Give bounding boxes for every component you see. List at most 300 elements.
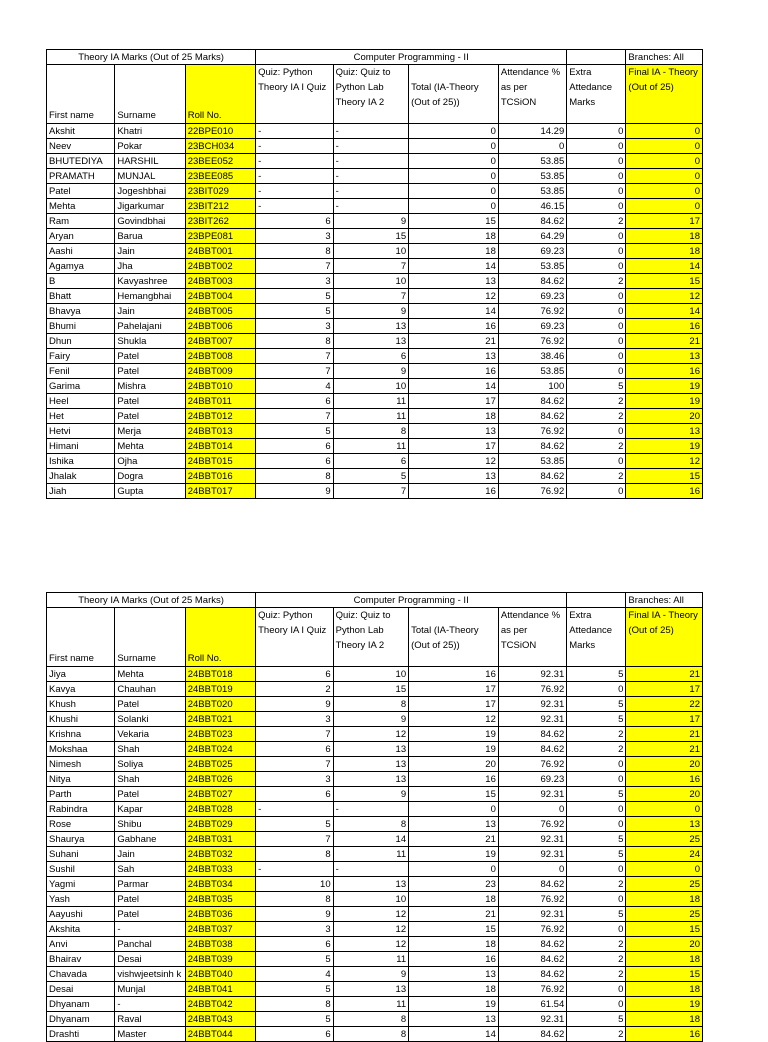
total-cell: 15 — [409, 922, 499, 937]
attendance-cell: 84.62 — [498, 214, 566, 229]
extra-marks-cell: 0 — [567, 982, 626, 997]
roll-no-cell: 24BBT005 — [185, 304, 255, 319]
attendance-cell: 76.92 — [498, 892, 566, 907]
table-row — [47, 772, 703, 787]
roll-no-cell: 24BBT042 — [185, 997, 255, 1012]
first-name-cell: Ram — [47, 214, 115, 229]
quiz2-cell: 11 — [333, 847, 408, 862]
quiz2-cell: - — [333, 862, 408, 877]
total-cell: 18 — [409, 892, 499, 907]
extra-marks-cell: 0 — [567, 349, 626, 364]
quiz1-cell: - — [256, 802, 334, 817]
attendance-cell: 69.23 — [498, 289, 566, 304]
total-cell: 13 — [409, 1012, 499, 1027]
table-row — [47, 319, 703, 334]
roll-no-cell: 24BBT024 — [185, 742, 255, 757]
quiz1-cell: 7 — [256, 757, 334, 772]
table-row — [47, 742, 703, 757]
roll-no-cell: 24BBT029 — [185, 817, 255, 832]
table-row — [47, 892, 703, 907]
roll-no-cell: 23BEE085 — [185, 169, 255, 184]
table-row — [47, 394, 703, 409]
final-ia-cell: 0 — [626, 139, 703, 154]
surname-cell: Kavyashree — [115, 274, 185, 289]
surname-cell: Khatri — [115, 124, 185, 139]
surname-cell: Vekaria — [115, 727, 185, 742]
quiz1-cell: 7 — [256, 259, 334, 274]
col-roll-no: Roll No. — [185, 65, 255, 124]
total-cell: 21 — [409, 907, 499, 922]
attendance-cell: 0 — [498, 862, 566, 877]
surname-cell: - — [115, 922, 185, 937]
total-cell: 19 — [409, 727, 499, 742]
quiz2-cell: 9 — [333, 967, 408, 982]
attendance-cell: 84.62 — [498, 274, 566, 289]
quiz1-cell: 6 — [256, 787, 334, 802]
quiz1-cell: 4 — [256, 967, 334, 982]
total-cell: 16 — [409, 319, 499, 334]
quiz2-cell: 10 — [333, 892, 408, 907]
quiz1-cell: 7 — [256, 727, 334, 742]
table-row — [47, 877, 703, 892]
roll-no-cell: 24BBT041 — [185, 982, 255, 997]
final-ia-cell: 13 — [626, 424, 703, 439]
table-row — [47, 802, 703, 817]
total-cell: 0 — [409, 862, 499, 877]
final-ia-cell: 18 — [626, 952, 703, 967]
surname-cell: Patel — [115, 349, 185, 364]
first-name-cell: Het — [47, 409, 115, 424]
table-row — [47, 484, 703, 499]
surname-cell: Gabhane — [115, 832, 185, 847]
column-header-row — [47, 608, 703, 667]
quiz2-cell: - — [333, 124, 408, 139]
table-row — [47, 364, 703, 379]
final-ia-cell: 25 — [626, 877, 703, 892]
attendance-cell: 84.62 — [498, 439, 566, 454]
surname-cell: Chauhan — [115, 682, 185, 697]
table-row — [47, 229, 703, 244]
roll-no-cell: 24BBT032 — [185, 847, 255, 862]
quiz2-cell: 12 — [333, 922, 408, 937]
first-name-cell: Anvi — [47, 937, 115, 952]
quiz2-cell: 11 — [333, 997, 408, 1012]
first-name-cell: Akshita — [47, 922, 115, 937]
final-ia-cell: 17 — [626, 214, 703, 229]
total-cell: 18 — [409, 244, 499, 259]
extra-marks-cell: 0 — [567, 862, 626, 877]
roll-no-cell: 24BBT003 — [185, 274, 255, 289]
roll-no-cell: 24BBT001 — [185, 244, 255, 259]
extra-marks-cell: 2 — [567, 394, 626, 409]
extra-marks-cell: 0 — [567, 259, 626, 274]
final-ia-cell: 14 — [626, 259, 703, 274]
total-cell: 16 — [409, 952, 499, 967]
first-name-cell: Dhyanam — [47, 1012, 115, 1027]
final-ia-cell: 18 — [626, 244, 703, 259]
surname-cell: Mishra — [115, 379, 185, 394]
extra-marks-cell: 5 — [567, 847, 626, 862]
final-ia-cell: 16 — [626, 364, 703, 379]
quiz2-cell: 10 — [333, 379, 408, 394]
surname-cell: Shah — [115, 742, 185, 757]
total-cell: 15 — [409, 787, 499, 802]
surname-cell: Shah — [115, 772, 185, 787]
attendance-cell: 0 — [498, 802, 566, 817]
attendance-cell: 76.92 — [498, 757, 566, 772]
final-ia-cell: 18 — [626, 1012, 703, 1027]
quiz2-cell: 15 — [333, 682, 408, 697]
quiz2-cell: 6 — [333, 349, 408, 364]
extra-marks-cell: 0 — [567, 304, 626, 319]
attendance-cell: 84.62 — [498, 742, 566, 757]
first-name-cell: BHUTEDIYA — [47, 154, 115, 169]
quiz2-cell: 8 — [333, 1012, 408, 1027]
extra-marks-cell: 0 — [567, 334, 626, 349]
final-ia-cell: 13 — [626, 817, 703, 832]
first-name-cell: Jhalak — [47, 469, 115, 484]
roll-no-cell: 24BBT036 — [185, 907, 255, 922]
blank-header-cell — [567, 50, 626, 65]
group-header-row — [47, 593, 703, 608]
roll-no-cell: 24BBT019 — [185, 682, 255, 697]
first-name-cell: Shaurya — [47, 832, 115, 847]
roll-no-cell: 24BBT031 — [185, 832, 255, 847]
roll-no-cell: 24BBT008 — [185, 349, 255, 364]
col-roll-no: Roll No. — [185, 608, 255, 667]
final-ia-cell: 15 — [626, 469, 703, 484]
quiz1-cell: 5 — [256, 289, 334, 304]
attendance-cell: 84.62 — [498, 469, 566, 484]
extra-marks-cell: 2 — [567, 409, 626, 424]
first-name-cell: Jiya — [47, 667, 115, 682]
attendance-cell: 76.92 — [498, 304, 566, 319]
table-row — [47, 712, 703, 727]
extra-marks-cell: 5 — [567, 379, 626, 394]
total-cell: 19 — [409, 742, 499, 757]
extra-marks-cell: 0 — [567, 199, 626, 214]
attendance-cell: 38.46 — [498, 349, 566, 364]
attendance-cell: 76.92 — [498, 922, 566, 937]
quiz1-cell: 2 — [256, 682, 334, 697]
roll-no-cell: 23BCH034 — [185, 139, 255, 154]
col-extra-marks: Extra Attedance Marks — [567, 608, 626, 667]
table-row — [47, 409, 703, 424]
total-cell: 0 — [409, 154, 499, 169]
quiz1-cell: 5 — [256, 952, 334, 967]
quiz2-cell: 11 — [333, 394, 408, 409]
roll-no-cell: 24BBT039 — [185, 952, 255, 967]
quiz1-cell: 8 — [256, 244, 334, 259]
table-row — [47, 214, 703, 229]
attendance-cell: 76.92 — [498, 817, 566, 832]
extra-marks-cell: 2 — [567, 727, 626, 742]
first-name-cell: Chavada — [47, 967, 115, 982]
col-extra-marks: Extra Attedance Marks — [567, 65, 626, 124]
table-row — [47, 469, 703, 484]
quiz1-cell: - — [256, 169, 334, 184]
quiz2-cell: 10 — [333, 274, 408, 289]
table-body — [47, 124, 703, 499]
quiz2-cell: - — [333, 199, 408, 214]
surname-cell: Shibu — [115, 817, 185, 832]
surname-cell: vishwjeetsinh k — [115, 967, 185, 982]
quiz1-cell: 5 — [256, 304, 334, 319]
attendance-cell: 92.31 — [498, 907, 566, 922]
first-name-cell: Suhani — [47, 847, 115, 862]
quiz1-cell: 3 — [256, 712, 334, 727]
attendance-cell: 76.92 — [498, 682, 566, 697]
final-ia-cell: 22 — [626, 697, 703, 712]
first-name-cell: Dhun — [47, 334, 115, 349]
quiz1-cell: 8 — [256, 334, 334, 349]
group-header-row — [47, 50, 703, 65]
final-ia-cell: 15 — [626, 967, 703, 982]
table-row — [47, 139, 703, 154]
final-ia-cell: 0 — [626, 862, 703, 877]
attendance-cell: 61.54 — [498, 997, 566, 1012]
final-ia-cell: 17 — [626, 712, 703, 727]
quiz2-cell: 13 — [333, 334, 408, 349]
final-ia-cell: 17 — [626, 682, 703, 697]
quiz1-cell: 9 — [256, 907, 334, 922]
total-cell: 18 — [409, 937, 499, 952]
roll-no-cell: 24BBT023 — [185, 727, 255, 742]
total-cell: 0 — [409, 124, 499, 139]
surname-cell: Barua — [115, 229, 185, 244]
first-name-cell: Agamya — [47, 259, 115, 274]
surname-cell: Sah — [115, 862, 185, 877]
quiz2-cell: 6 — [333, 454, 408, 469]
final-ia-cell: 15 — [626, 274, 703, 289]
attendance-cell: 84.62 — [498, 727, 566, 742]
roll-no-cell: 22BPE010 — [185, 124, 255, 139]
attendance-cell: 76.92 — [498, 484, 566, 499]
marks-table — [46, 49, 703, 499]
col-quiz-2: Quiz: Quiz to Python Lab Theory IA 2 — [333, 608, 408, 667]
first-name-cell: Akshit — [47, 124, 115, 139]
attendance-cell: 92.31 — [498, 667, 566, 682]
table-row — [47, 982, 703, 997]
quiz1-cell: 9 — [256, 484, 334, 499]
table-row — [47, 244, 703, 259]
roll-no-cell: 24BBT011 — [185, 394, 255, 409]
roll-no-cell: 24BBT007 — [185, 334, 255, 349]
final-ia-cell: 20 — [626, 757, 703, 772]
surname-cell: Jigarkumar — [115, 199, 185, 214]
total-cell: 14 — [409, 259, 499, 274]
quiz2-cell: - — [333, 154, 408, 169]
surname-cell: Hemangbhai — [115, 289, 185, 304]
final-ia-cell: 0 — [626, 154, 703, 169]
first-name-cell: Fenil — [47, 364, 115, 379]
extra-marks-cell: 0 — [567, 922, 626, 937]
roll-no-cell: 24BBT014 — [185, 439, 255, 454]
col-surname: Surname — [115, 65, 185, 124]
quiz2-cell: 11 — [333, 409, 408, 424]
final-ia-cell: 0 — [626, 169, 703, 184]
quiz2-cell: - — [333, 139, 408, 154]
final-ia-cell: 16 — [626, 1027, 703, 1042]
quiz2-cell: 9 — [333, 712, 408, 727]
first-name-cell: Parth — [47, 787, 115, 802]
table-row — [47, 259, 703, 274]
quiz2-cell: - — [333, 169, 408, 184]
quiz2-cell: 8 — [333, 817, 408, 832]
final-ia-cell: 16 — [626, 772, 703, 787]
quiz2-cell: 11 — [333, 439, 408, 454]
extra-marks-cell: 5 — [567, 667, 626, 682]
first-name-cell: Kavya — [47, 682, 115, 697]
quiz1-cell: 7 — [256, 364, 334, 379]
first-name-cell: Khush — [47, 697, 115, 712]
table-row — [47, 1027, 703, 1042]
surname-cell: Patel — [115, 364, 185, 379]
table-row — [47, 757, 703, 772]
surname-cell: Govindbhai — [115, 214, 185, 229]
extra-marks-cell: 0 — [567, 139, 626, 154]
total-cell: 17 — [409, 439, 499, 454]
extra-marks-cell: 2 — [567, 274, 626, 289]
extra-marks-cell: 0 — [567, 124, 626, 139]
first-name-cell: Mokshaa — [47, 742, 115, 757]
final-ia-cell: 12 — [626, 289, 703, 304]
first-name-cell: Dhyanam — [47, 997, 115, 1012]
total-cell: 21 — [409, 832, 499, 847]
total-cell: 0 — [409, 184, 499, 199]
first-name-cell: Desai — [47, 982, 115, 997]
surname-cell: Desai — [115, 952, 185, 967]
extra-marks-cell: 2 — [567, 742, 626, 757]
attendance-cell: 53.85 — [498, 184, 566, 199]
quiz1-cell: 7 — [256, 409, 334, 424]
attendance-cell: 92.31 — [498, 847, 566, 862]
first-name-cell: Neev — [47, 139, 115, 154]
attendance-cell: 69.23 — [498, 772, 566, 787]
extra-marks-cell: 0 — [567, 772, 626, 787]
quiz1-cell: 5 — [256, 982, 334, 997]
total-cell: 13 — [409, 469, 499, 484]
roll-no-cell: 24BBT026 — [185, 772, 255, 787]
first-name-cell: Aashi — [47, 244, 115, 259]
extra-marks-cell: 0 — [567, 817, 626, 832]
total-cell: 13 — [409, 274, 499, 289]
roll-no-cell: 24BBT018 — [185, 667, 255, 682]
total-cell: 0 — [409, 199, 499, 214]
quiz1-cell: 8 — [256, 469, 334, 484]
total-cell: 13 — [409, 349, 499, 364]
surname-cell: Gupta — [115, 484, 185, 499]
quiz2-cell: 14 — [333, 832, 408, 847]
col-first-name: First name — [47, 608, 115, 667]
extra-marks-cell: 5 — [567, 697, 626, 712]
quiz1-cell: - — [256, 154, 334, 169]
roll-no-cell: 24BBT004 — [185, 289, 255, 304]
roll-no-cell: 24BBT002 — [185, 259, 255, 274]
total-cell: 21 — [409, 334, 499, 349]
extra-marks-cell: 0 — [567, 892, 626, 907]
quiz2-cell: 5 — [333, 469, 408, 484]
final-ia-cell: 20 — [626, 409, 703, 424]
quiz2-cell: 9 — [333, 214, 408, 229]
roll-no-cell: 24BBT040 — [185, 967, 255, 982]
quiz1-cell: 3 — [256, 319, 334, 334]
surname-cell: Pahelajani — [115, 319, 185, 334]
quiz1-cell: - — [256, 199, 334, 214]
theory-ia-group-header: Theory IA Marks (Out of 25 Marks) — [47, 593, 256, 608]
first-name-cell: Bhavya — [47, 304, 115, 319]
attendance-cell: 100 — [498, 379, 566, 394]
col-quiz-1: Quiz: Python Theory IA I Quiz — [256, 65, 334, 124]
total-cell: 14 — [409, 304, 499, 319]
final-ia-cell: 0 — [626, 184, 703, 199]
quiz2-cell: 10 — [333, 244, 408, 259]
extra-marks-cell: 5 — [567, 832, 626, 847]
quiz2-cell: 8 — [333, 697, 408, 712]
first-name-cell: Yash — [47, 892, 115, 907]
quiz2-cell: 13 — [333, 982, 408, 997]
table-row — [47, 1012, 703, 1027]
first-name-cell: Krishna — [47, 727, 115, 742]
table-row — [47, 667, 703, 682]
quiz1-cell: 7 — [256, 349, 334, 364]
table-row — [47, 682, 703, 697]
roll-no-cell: 24BBT015 — [185, 454, 255, 469]
final-ia-cell: 21 — [626, 334, 703, 349]
quiz1-cell: 7 — [256, 832, 334, 847]
table-row — [47, 832, 703, 847]
total-cell: 20 — [409, 757, 499, 772]
table-row — [47, 169, 703, 184]
total-cell: 19 — [409, 847, 499, 862]
final-ia-cell: 18 — [626, 892, 703, 907]
attendance-cell: 53.85 — [498, 454, 566, 469]
quiz1-cell: 10 — [256, 877, 334, 892]
roll-no-cell: 23BPE081 — [185, 229, 255, 244]
surname-cell: Patel — [115, 907, 185, 922]
attendance-cell: 76.92 — [498, 334, 566, 349]
final-ia-cell: 20 — [626, 937, 703, 952]
roll-no-cell: 24BBT035 — [185, 892, 255, 907]
quiz1-cell: 6 — [256, 742, 334, 757]
total-cell: 15 — [409, 214, 499, 229]
quiz2-cell: 15 — [333, 229, 408, 244]
table-row — [47, 379, 703, 394]
final-ia-cell: 19 — [626, 997, 703, 1012]
surname-cell: Merja — [115, 424, 185, 439]
final-ia-cell: 24 — [626, 847, 703, 862]
attendance-cell: 84.62 — [498, 967, 566, 982]
total-cell: 13 — [409, 424, 499, 439]
attendance-cell: 84.62 — [498, 937, 566, 952]
extra-marks-cell: 0 — [567, 229, 626, 244]
quiz2-cell: 9 — [333, 364, 408, 379]
quiz1-cell: 4 — [256, 379, 334, 394]
first-name-cell: Ishika — [47, 454, 115, 469]
roll-no-cell: 24BBT044 — [185, 1027, 255, 1042]
first-name-cell: Nimesh — [47, 757, 115, 772]
table-row — [47, 967, 703, 982]
surname-cell: Dogra — [115, 469, 185, 484]
final-ia-cell: 0 — [626, 124, 703, 139]
quiz1-cell: - — [256, 124, 334, 139]
extra-marks-cell: 0 — [567, 169, 626, 184]
surname-cell: Jain — [115, 244, 185, 259]
quiz2-cell: 13 — [333, 772, 408, 787]
quiz1-cell: 5 — [256, 424, 334, 439]
attendance-cell: 53.85 — [498, 259, 566, 274]
surname-cell: Pokar — [115, 139, 185, 154]
